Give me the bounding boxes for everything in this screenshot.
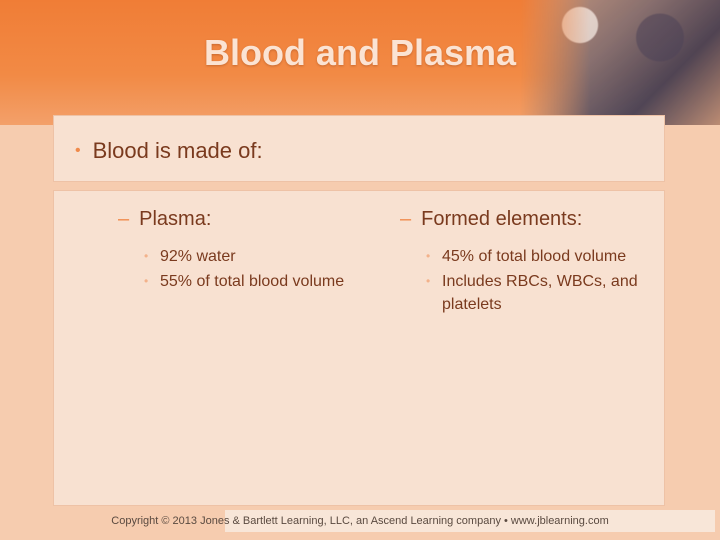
list-item bbox=[144, 270, 368, 293]
slide-title: Blood and Plasma bbox=[203, 32, 517, 73]
dash-icon: – bbox=[400, 208, 412, 230]
top-bullet-text: Blood is made of: bbox=[92, 138, 263, 163]
bullet-icon: • bbox=[75, 142, 81, 159]
copyright-footer: Copyright © 2013 Jones & Bartlett Learning, LLC, an Ascend Learning company • www.jblearning.com bbox=[111, 515, 609, 527]
dash-icon: – bbox=[118, 208, 130, 230]
bullet-icon: • bbox=[144, 249, 149, 263]
bullet-icon: • bbox=[426, 249, 431, 263]
bullet-icon: • bbox=[426, 274, 431, 288]
list-item bbox=[426, 245, 670, 268]
top-bullet bbox=[75, 138, 263, 164]
formed-elements-heading bbox=[400, 208, 670, 231]
list-item-text: 45% of total blood volume bbox=[442, 248, 627, 265]
slide-header bbox=[0, 0, 720, 125]
plasma-column bbox=[118, 208, 368, 295]
plasma-heading bbox=[118, 208, 368, 231]
formed-elements-column bbox=[400, 208, 670, 318]
bullet-icon: • bbox=[144, 274, 149, 288]
plasma-list bbox=[118, 245, 368, 293]
list-item bbox=[426, 270, 670, 316]
plasma-heading-text: Plasma: bbox=[139, 208, 212, 230]
list-item bbox=[144, 245, 368, 268]
list-item-text: Includes RBCs, WBCs, and platelets bbox=[442, 273, 638, 313]
list-item-text: 92% water bbox=[160, 248, 236, 265]
formed-elements-heading-text: Formed elements: bbox=[421, 208, 583, 230]
list-item-text: 55% of total blood volume bbox=[160, 273, 345, 290]
formed-elements-list bbox=[400, 245, 670, 316]
